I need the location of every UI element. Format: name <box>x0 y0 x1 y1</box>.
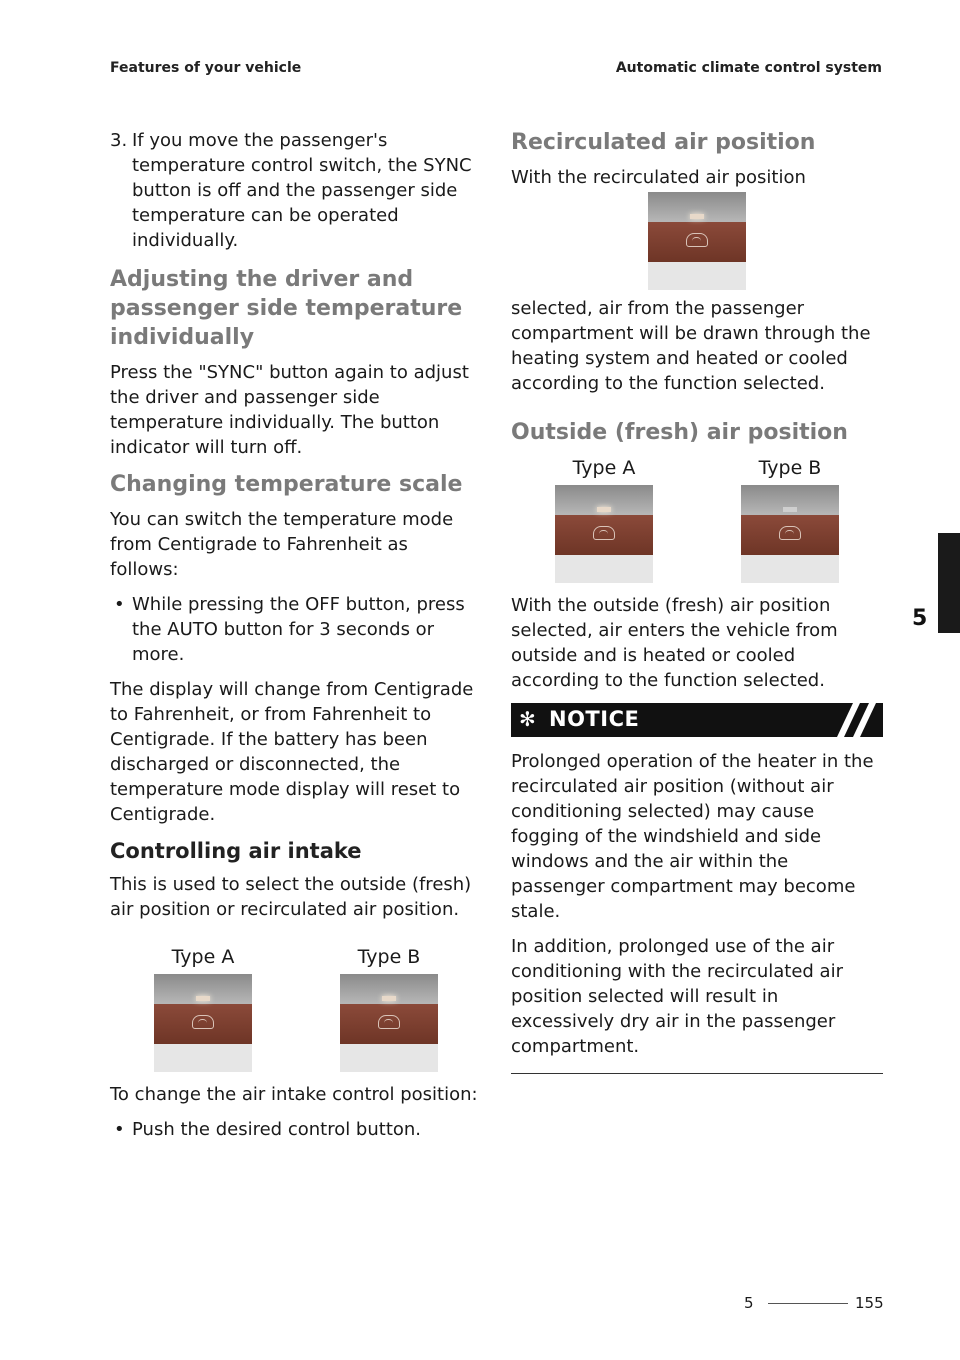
recirculation-icon <box>192 1015 214 1029</box>
chapter-tab-number: 5 <box>912 606 928 631</box>
hazard-stripes-icon <box>827 703 883 737</box>
recirculation-icon <box>686 233 708 247</box>
bullet-dot: • <box>114 1119 125 1140</box>
fresh-air-icon <box>593 526 615 540</box>
bullet-push <box>110 1117 482 1142</box>
paragraph-recirc-intro: With the recirculated air position <box>511 167 806 188</box>
recirculation-icon <box>378 1015 400 1029</box>
footer-rule <box>768 1303 848 1304</box>
recirc-button-photo <box>648 192 746 290</box>
paragraph-adjust: Press the "SYNC" button again to adjust the driver and passenger side temperature individually. The button indicator will turn off. <box>110 362 469 458</box>
indicator-light-icon <box>690 214 704 219</box>
paragraph-scale: You can switch the temperature mode from Centigrade to Fahrenheit as follows: <box>110 509 454 580</box>
footer-page-number: 155 <box>855 1294 884 1312</box>
paragraph-display: The display will change from Centigrade to Fahrenheit, or from Fahrenheit to Centigrade. If the battery has been discharged or disconnected, the temperature mode display will reset to Centigrade. <box>110 679 474 825</box>
paragraph-outside: With the outside (fresh) air position selected, air enters the vehicle from outside and is heated or cooled according to the function selected. <box>511 595 838 691</box>
item-text: If you move the passenger's temperature control switch, the SYNC button is off and the passenger side temperature can be operated individually. <box>132 130 472 251</box>
recirc-image-row <box>511 192 883 290</box>
heading-temperature-scale: Changing temperature scale <box>110 472 463 497</box>
indicator-light-icon <box>783 507 797 512</box>
fresh-air-button-photo-type-b <box>741 485 839 583</box>
outside-button-images <box>511 485 883 583</box>
type-b-label: Type B <box>758 457 822 479</box>
chapter-tab <box>938 533 960 633</box>
left-column <box>110 128 482 1152</box>
bullet-dot: • <box>114 594 125 615</box>
type-a-label: Type A <box>572 457 636 479</box>
type-labels <box>511 457 883 479</box>
indicator-light-icon <box>382 996 396 1001</box>
heading-recirculated: Recirculated air position <box>511 130 816 155</box>
paragraph-notice-2: In addition, prolonged use of the air conditioning with the recirculated air position selected will result in excessively dry air in the passenger compartment. <box>511 936 843 1057</box>
paragraph-notice-1: Prolonged operation of the heater in the recirculated air position (without air conditioning selected) may cause fogging of the windshield and side windows and the air within the passenger compartment may become stale. <box>511 751 874 922</box>
paragraph-recirc-body: selected, air from the passenger compartment will be drawn through the heating system and heated or cooled according to the function selected. <box>511 298 871 394</box>
bullet-scale <box>110 592 482 667</box>
item-number: 3. <box>110 130 128 151</box>
type-b-label: Type B <box>357 946 421 968</box>
paragraph-change: To change the air intake control position: <box>110 1084 478 1105</box>
bullet-text: Push the desired control button. <box>132 1119 422 1140</box>
numbered-item-3 <box>110 128 482 253</box>
heading-air-intake: Controlling air intake <box>110 839 362 863</box>
bullet-text: While pressing the OFF button, press the AUTO button for 3 seconds or more. <box>132 594 465 665</box>
running-header-left: Features of your vehicle <box>110 60 302 76</box>
indicator-light-icon <box>196 996 210 1001</box>
running-header-right: Automatic climate control system <box>615 60 882 76</box>
type-labels <box>110 946 482 968</box>
fresh-air-icon <box>779 526 801 540</box>
right-column <box>511 128 883 1074</box>
heading-outside-air: Outside (fresh) air position <box>511 420 848 445</box>
notice-title: NOTICE <box>549 707 640 731</box>
notice-banner <box>511 703 883 737</box>
intake-button-images <box>110 974 482 1072</box>
footer-section-number: 5 <box>744 1294 754 1312</box>
notice-end-rule <box>511 1073 883 1074</box>
recirc-button-photo-type-b <box>340 974 438 1072</box>
heading-adjust-individually: Adjusting the driver and passenger side temperature individually <box>110 267 463 350</box>
paragraph-intake: This is used to select the outside (fresh) air position or recirculated air position. <box>110 874 472 920</box>
notice-icon: ✻ <box>519 707 536 731</box>
recirc-button-photo-type-a <box>154 974 252 1072</box>
indicator-light-icon <box>597 507 611 512</box>
fresh-air-button-photo-type-a <box>555 485 653 583</box>
type-a-label: Type A <box>171 946 235 968</box>
